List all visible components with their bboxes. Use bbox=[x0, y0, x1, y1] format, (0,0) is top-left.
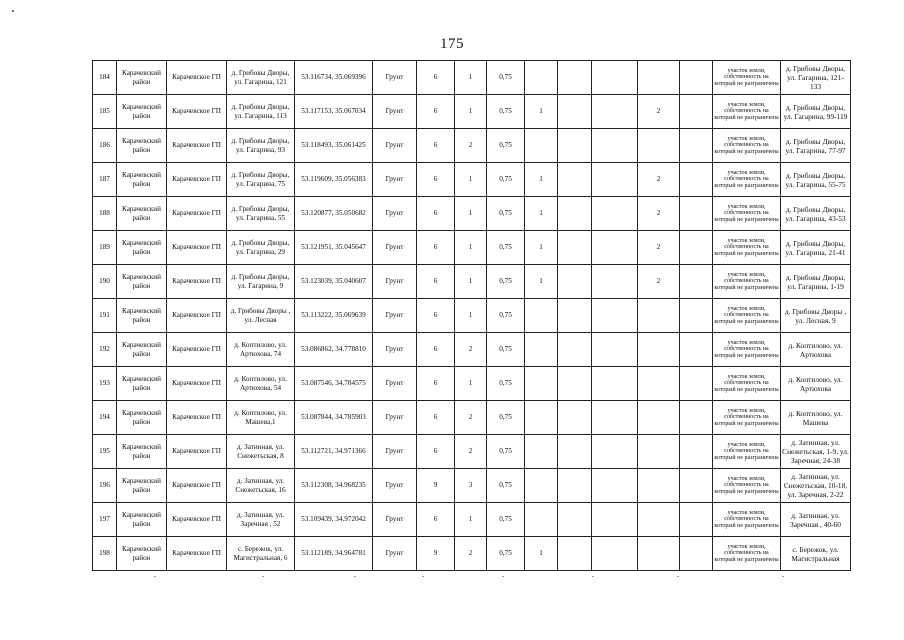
value-cell: 6 bbox=[417, 503, 455, 537]
settlement-cell: Карачевское ГП bbox=[167, 265, 227, 299]
district-cell: Карачевский район bbox=[117, 401, 167, 435]
value-cell: 1 bbox=[525, 197, 558, 231]
value-cell bbox=[638, 537, 680, 571]
district-cell: Карачевский район bbox=[117, 61, 167, 95]
value-cell: 0,75 bbox=[487, 435, 525, 469]
location-cell: д. Грибовы Дворы, ул. Гагарина, 55 bbox=[227, 197, 295, 231]
row-number: 184 bbox=[93, 61, 117, 95]
address-cell: д. Грибовы Дворы, ул. Гагарина, 77-97 bbox=[781, 129, 851, 163]
value-cell bbox=[592, 197, 638, 231]
value-cell: 1 bbox=[455, 163, 487, 197]
address-cell: д. Коптилово, ул. Машева bbox=[781, 401, 851, 435]
table-row bbox=[93, 197, 851, 231]
coordinates-cell: 53.121951, 35.045647 bbox=[295, 231, 373, 265]
table-row bbox=[93, 163, 851, 197]
ownership-status-cell: участок земли, собственность на который не разграничена bbox=[713, 503, 781, 537]
settlement-cell: Карачевское ГП bbox=[167, 61, 227, 95]
value-cell bbox=[592, 231, 638, 265]
value-cell bbox=[680, 367, 713, 401]
value-cell: 6 bbox=[417, 333, 455, 367]
address-cell: д. Грибовы Дворы, ул. Гагарина, 99-119 bbox=[781, 95, 851, 129]
coordinates-cell: 53.112721, 34.971366 bbox=[295, 435, 373, 469]
surface-cell: Грунт bbox=[373, 265, 417, 299]
value-cell bbox=[558, 401, 592, 435]
value-cell bbox=[592, 537, 638, 571]
coordinates-cell: 53.087546, 34.784575 bbox=[295, 367, 373, 401]
value-cell bbox=[592, 265, 638, 299]
value-cell bbox=[558, 95, 592, 129]
value-cell bbox=[592, 503, 638, 537]
value-cell bbox=[592, 95, 638, 129]
settlement-cell: Карачевское ГП bbox=[167, 401, 227, 435]
value-cell bbox=[525, 299, 558, 333]
value-cell bbox=[680, 299, 713, 333]
value-cell: 9 bbox=[417, 537, 455, 571]
location-cell: д. Грибовы Дворы, ул. Гагарина, 75 bbox=[227, 163, 295, 197]
value-cell bbox=[680, 503, 713, 537]
value-cell: 0,75 bbox=[487, 197, 525, 231]
value-cell bbox=[592, 299, 638, 333]
location-cell: д. Грибовы Дворы, ул. Гагарина, 121 bbox=[227, 61, 295, 95]
settlement-cell: Карачевское ГП bbox=[167, 537, 227, 571]
surface-cell: Грунт bbox=[373, 95, 417, 129]
value-cell bbox=[680, 265, 713, 299]
coordinates-cell: 53.109439, 34.972042 bbox=[295, 503, 373, 537]
district-cell: Карачевский район bbox=[117, 299, 167, 333]
surface-cell: Грунт bbox=[373, 299, 417, 333]
scan-dots bbox=[92, 572, 850, 582]
row-number: 196 bbox=[93, 469, 117, 503]
table-row bbox=[93, 61, 851, 95]
row-number: 185 bbox=[93, 95, 117, 129]
surface-cell: Грунт bbox=[373, 197, 417, 231]
value-cell: 1 bbox=[455, 367, 487, 401]
value-cell: 6 bbox=[417, 197, 455, 231]
surface-cell: Грунт bbox=[373, 503, 417, 537]
value-cell bbox=[558, 231, 592, 265]
value-cell: 0,75 bbox=[487, 503, 525, 537]
address-cell: д. Грибовы Дворы, ул. Гагарина, 21-41 bbox=[781, 231, 851, 265]
district-cell: Карачевский район bbox=[117, 197, 167, 231]
value-cell: 3 bbox=[455, 469, 487, 503]
value-cell: 1 bbox=[525, 265, 558, 299]
address-cell: д. Грибовы Дворы, ул. Гагарина, 1-19 bbox=[781, 265, 851, 299]
coordinates-cell: 53.086862, 34.778810 bbox=[295, 333, 373, 367]
settlement-cell: Карачевское ГП bbox=[167, 367, 227, 401]
surface-cell: Грунт bbox=[373, 401, 417, 435]
value-cell bbox=[558, 367, 592, 401]
value-cell: 1 bbox=[525, 231, 558, 265]
value-cell: 0,75 bbox=[487, 265, 525, 299]
value-cell bbox=[592, 163, 638, 197]
value-cell: 6 bbox=[417, 401, 455, 435]
value-cell bbox=[680, 401, 713, 435]
surface-cell: Грунт bbox=[373, 231, 417, 265]
value-cell bbox=[558, 435, 592, 469]
table-row bbox=[93, 537, 851, 571]
ownership-status-cell: участок земли, собственность на который не разграничена bbox=[713, 61, 781, 95]
district-cell: Карачевский район bbox=[117, 265, 167, 299]
value-cell: 1 bbox=[455, 231, 487, 265]
value-cell bbox=[638, 129, 680, 163]
district-cell: Карачевский район bbox=[117, 503, 167, 537]
value-cell bbox=[558, 333, 592, 367]
value-cell bbox=[638, 333, 680, 367]
value-cell bbox=[680, 469, 713, 503]
value-cell: 6 bbox=[417, 61, 455, 95]
location-cell: д. Коптилово, ул. Машева,1 bbox=[227, 401, 295, 435]
value-cell bbox=[525, 435, 558, 469]
settlement-cell: Карачевское ГП bbox=[167, 435, 227, 469]
value-cell bbox=[525, 503, 558, 537]
value-cell bbox=[558, 537, 592, 571]
table-row bbox=[93, 435, 851, 469]
value-cell: 6 bbox=[417, 265, 455, 299]
table-row bbox=[93, 299, 851, 333]
value-cell bbox=[592, 129, 638, 163]
value-cell: 0,75 bbox=[487, 367, 525, 401]
table-row bbox=[93, 231, 851, 265]
location-cell: д. Коптилово, ул. Артюхова, 54 bbox=[227, 367, 295, 401]
surface-cell: Грунт bbox=[373, 537, 417, 571]
table-row bbox=[93, 401, 851, 435]
address-cell: д. Грибовы Дворы, ул. Гагарина, 43-53 bbox=[781, 197, 851, 231]
coordinates-cell: 53.119609, 35.056383 bbox=[295, 163, 373, 197]
surface-cell: Грунт bbox=[373, 163, 417, 197]
value-cell bbox=[638, 435, 680, 469]
address-cell: д. Затинная, ул. Снежетьская, 1-9, ул. Заречная, 24-38 bbox=[781, 435, 851, 469]
value-cell bbox=[525, 333, 558, 367]
address-cell: д. Затинная, ул. Заречная , 40-60 bbox=[781, 503, 851, 537]
value-cell: 2 bbox=[638, 265, 680, 299]
value-cell: 2 bbox=[638, 95, 680, 129]
district-cell: Карачевский район bbox=[117, 469, 167, 503]
value-cell bbox=[525, 129, 558, 163]
table-row bbox=[93, 503, 851, 537]
page-number: 175 bbox=[440, 36, 464, 52]
coordinates-cell: 53.123039, 35.040607 bbox=[295, 265, 373, 299]
location-cell: д. Грибовы Дворы, ул. Гагарина, 9 bbox=[227, 265, 295, 299]
district-cell: Карачевский район bbox=[117, 129, 167, 163]
location-cell: д. Затинная, ул. Заречная , 52 bbox=[227, 503, 295, 537]
value-cell bbox=[525, 61, 558, 95]
value-cell bbox=[638, 469, 680, 503]
address-cell: д. Грибовы Дворы, ул. Гагарина, 55-75 bbox=[781, 163, 851, 197]
value-cell: 6 bbox=[417, 129, 455, 163]
value-cell bbox=[558, 469, 592, 503]
coordinates-cell: 53.116734, 35.069396 bbox=[295, 61, 373, 95]
value-cell bbox=[558, 61, 592, 95]
ownership-status-cell: участок земли, собственность на который не разграничена bbox=[713, 469, 781, 503]
value-cell: 6 bbox=[417, 231, 455, 265]
value-cell: 6 bbox=[417, 95, 455, 129]
value-cell bbox=[558, 299, 592, 333]
district-cell: Карачевский район bbox=[117, 537, 167, 571]
table-row bbox=[93, 367, 851, 401]
settlement-cell: Карачевское ГП bbox=[167, 469, 227, 503]
row-number: 186 bbox=[93, 129, 117, 163]
registry-table-body bbox=[93, 61, 851, 571]
ownership-status-cell: участок земли, собственность на который не разграничена bbox=[713, 231, 781, 265]
settlement-cell: Карачевское ГП bbox=[167, 95, 227, 129]
row-number: 192 bbox=[93, 333, 117, 367]
value-cell: 6 bbox=[417, 299, 455, 333]
location-cell: д. Коптилово, ул. Артюхова, 74 bbox=[227, 333, 295, 367]
value-cell bbox=[592, 367, 638, 401]
location-cell: д. Грибовы Дворы, ул. Гагарина, 113 bbox=[227, 95, 295, 129]
ownership-status-cell: участок земли, собственность на который не разграничена bbox=[713, 95, 781, 129]
district-cell: Карачевский район bbox=[117, 435, 167, 469]
scan-speck bbox=[12, 10, 14, 12]
value-cell: 1 bbox=[455, 299, 487, 333]
table-row bbox=[93, 333, 851, 367]
row-number: 189 bbox=[93, 231, 117, 265]
value-cell: 2 bbox=[638, 197, 680, 231]
address-cell: д. Грибовы Дворы , ул. Лесная, 9 bbox=[781, 299, 851, 333]
value-cell: 1 bbox=[455, 503, 487, 537]
district-cell: Карачевский район bbox=[117, 333, 167, 367]
value-cell bbox=[680, 197, 713, 231]
value-cell bbox=[638, 503, 680, 537]
row-number: 190 bbox=[93, 265, 117, 299]
settlement-cell: Карачевское ГП bbox=[167, 299, 227, 333]
value-cell: 1 bbox=[455, 61, 487, 95]
value-cell bbox=[525, 469, 558, 503]
address-cell: д. Затинная, ул. Снежетьская, 10-18, ул. Заречная, 2-22 bbox=[781, 469, 851, 503]
surface-cell: Грунт bbox=[373, 129, 417, 163]
value-cell bbox=[680, 333, 713, 367]
row-number: 198 bbox=[93, 537, 117, 571]
ownership-status-cell: участок земли, собственность на который не разграничена bbox=[713, 537, 781, 571]
value-cell: 0,75 bbox=[487, 95, 525, 129]
coordinates-cell: 53.112308, 34.968235 bbox=[295, 469, 373, 503]
value-cell: 0,75 bbox=[487, 163, 525, 197]
surface-cell: Грунт bbox=[373, 469, 417, 503]
registry-table bbox=[92, 60, 851, 571]
settlement-cell: Карачевское ГП bbox=[167, 129, 227, 163]
value-cell bbox=[592, 435, 638, 469]
value-cell: 2 bbox=[638, 231, 680, 265]
value-cell: 9 bbox=[417, 469, 455, 503]
value-cell: 0,75 bbox=[487, 537, 525, 571]
ownership-status-cell: участок земли, собственность на который не разграничена bbox=[713, 401, 781, 435]
row-number: 188 bbox=[93, 197, 117, 231]
coordinates-cell: 53.112189, 34.964781 bbox=[295, 537, 373, 571]
location-cell: д. Затинная, ул. Снежетьская, 16 bbox=[227, 469, 295, 503]
value-cell: 6 bbox=[417, 435, 455, 469]
value-cell: 2 bbox=[455, 129, 487, 163]
value-cell: 2 bbox=[638, 163, 680, 197]
table-row bbox=[93, 469, 851, 503]
location-cell: д. Грибовы Дворы , ул. Лесная bbox=[227, 299, 295, 333]
district-cell: Карачевский район bbox=[117, 95, 167, 129]
value-cell bbox=[680, 163, 713, 197]
settlement-cell: Карачевское ГП bbox=[167, 197, 227, 231]
value-cell bbox=[638, 367, 680, 401]
settlement-cell: Карачевское ГП bbox=[167, 333, 227, 367]
ownership-status-cell: участок земли, собственность на который не разграничена bbox=[713, 299, 781, 333]
value-cell bbox=[592, 469, 638, 503]
value-cell bbox=[638, 299, 680, 333]
value-cell: 1 bbox=[455, 95, 487, 129]
value-cell: 1 bbox=[455, 265, 487, 299]
value-cell bbox=[558, 129, 592, 163]
table-row bbox=[93, 265, 851, 299]
value-cell: 0,75 bbox=[487, 401, 525, 435]
ownership-status-cell: участок земли, собственность на который не разграничена bbox=[713, 333, 781, 367]
value-cell bbox=[525, 401, 558, 435]
address-cell: д. Коптилово, ул. Артюхова bbox=[781, 333, 851, 367]
ownership-status-cell: участок земли, собственность на который не разграничена bbox=[713, 265, 781, 299]
coordinates-cell: 53.087844, 34.785903 bbox=[295, 401, 373, 435]
value-cell: 1 bbox=[525, 163, 558, 197]
value-cell: 2 bbox=[455, 401, 487, 435]
row-number: 193 bbox=[93, 367, 117, 401]
value-cell bbox=[638, 401, 680, 435]
value-cell bbox=[680, 129, 713, 163]
value-cell: 0,75 bbox=[487, 333, 525, 367]
ownership-status-cell: участок земли, собственность на который не разграничена bbox=[713, 129, 781, 163]
ownership-status-cell: участок земли, собственность на который не разграничена bbox=[713, 367, 781, 401]
ownership-status-cell: участок земли, собственность на который не разграничена bbox=[713, 435, 781, 469]
value-cell: 1 bbox=[525, 95, 558, 129]
address-cell: д. Коптилово, ул. Артюхова bbox=[781, 367, 851, 401]
value-cell bbox=[680, 95, 713, 129]
surface-cell: Грунт bbox=[373, 333, 417, 367]
address-cell: д. Грибовы Дворы, ул. Гагарина, 121-133 bbox=[781, 61, 851, 95]
surface-cell: Грунт bbox=[373, 435, 417, 469]
value-cell: 1 bbox=[525, 537, 558, 571]
value-cell: 0,75 bbox=[487, 469, 525, 503]
row-number: 197 bbox=[93, 503, 117, 537]
value-cell: 6 bbox=[417, 367, 455, 401]
value-cell: 1 bbox=[455, 197, 487, 231]
value-cell bbox=[680, 435, 713, 469]
value-cell: 0,75 bbox=[487, 61, 525, 95]
value-cell: 0,75 bbox=[487, 299, 525, 333]
value-cell bbox=[525, 367, 558, 401]
address-cell: с. Бережок, ул. Магистральная bbox=[781, 537, 851, 571]
coordinates-cell: 53.113222, 35.069639 bbox=[295, 299, 373, 333]
location-cell: д. Затинная, ул. Снежетьская, 8 bbox=[227, 435, 295, 469]
coordinates-cell: 53.120877, 35.050682 bbox=[295, 197, 373, 231]
location-cell: с. Бережок, ул. Магистральная, 6 bbox=[227, 537, 295, 571]
row-number: 194 bbox=[93, 401, 117, 435]
settlement-cell: Карачевское ГП bbox=[167, 503, 227, 537]
value-cell bbox=[638, 61, 680, 95]
ownership-status-cell: участок земли, собственность на который не разграничена bbox=[713, 163, 781, 197]
coordinates-cell: 53.118493, 35.061425 bbox=[295, 129, 373, 163]
value-cell bbox=[592, 61, 638, 95]
row-number: 191 bbox=[93, 299, 117, 333]
value-cell: 6 bbox=[417, 163, 455, 197]
value-cell bbox=[558, 163, 592, 197]
value-cell bbox=[558, 197, 592, 231]
coordinates-cell: 53.117153, 35.067034 bbox=[295, 95, 373, 129]
settlement-cell: Карачевское ГП bbox=[167, 231, 227, 265]
row-number: 187 bbox=[93, 163, 117, 197]
value-cell bbox=[680, 231, 713, 265]
value-cell bbox=[680, 537, 713, 571]
ownership-status-cell: участок земли, собственность на который не разграничена bbox=[713, 197, 781, 231]
location-cell: д. Грибовы Дворы, ул. Гагарина, 29 bbox=[227, 231, 295, 265]
table-row bbox=[93, 129, 851, 163]
value-cell: 2 bbox=[455, 435, 487, 469]
district-cell: Карачевский район bbox=[117, 367, 167, 401]
value-cell: 2 bbox=[455, 537, 487, 571]
value-cell: 0,75 bbox=[487, 129, 525, 163]
location-cell: д. Грибовы Дворы, ул. Гагарина, 93 bbox=[227, 129, 295, 163]
surface-cell: Грунт bbox=[373, 61, 417, 95]
value-cell: 2 bbox=[455, 333, 487, 367]
value-cell bbox=[558, 265, 592, 299]
value-cell bbox=[558, 503, 592, 537]
value-cell bbox=[592, 333, 638, 367]
value-cell: 0,75 bbox=[487, 231, 525, 265]
row-number: 195 bbox=[93, 435, 117, 469]
value-cell bbox=[592, 401, 638, 435]
district-cell: Карачевский район bbox=[117, 163, 167, 197]
table-row bbox=[93, 95, 851, 129]
value-cell bbox=[680, 61, 713, 95]
settlement-cell: Карачевское ГП bbox=[167, 163, 227, 197]
district-cell: Карачевский район bbox=[117, 231, 167, 265]
surface-cell: Грунт bbox=[373, 367, 417, 401]
